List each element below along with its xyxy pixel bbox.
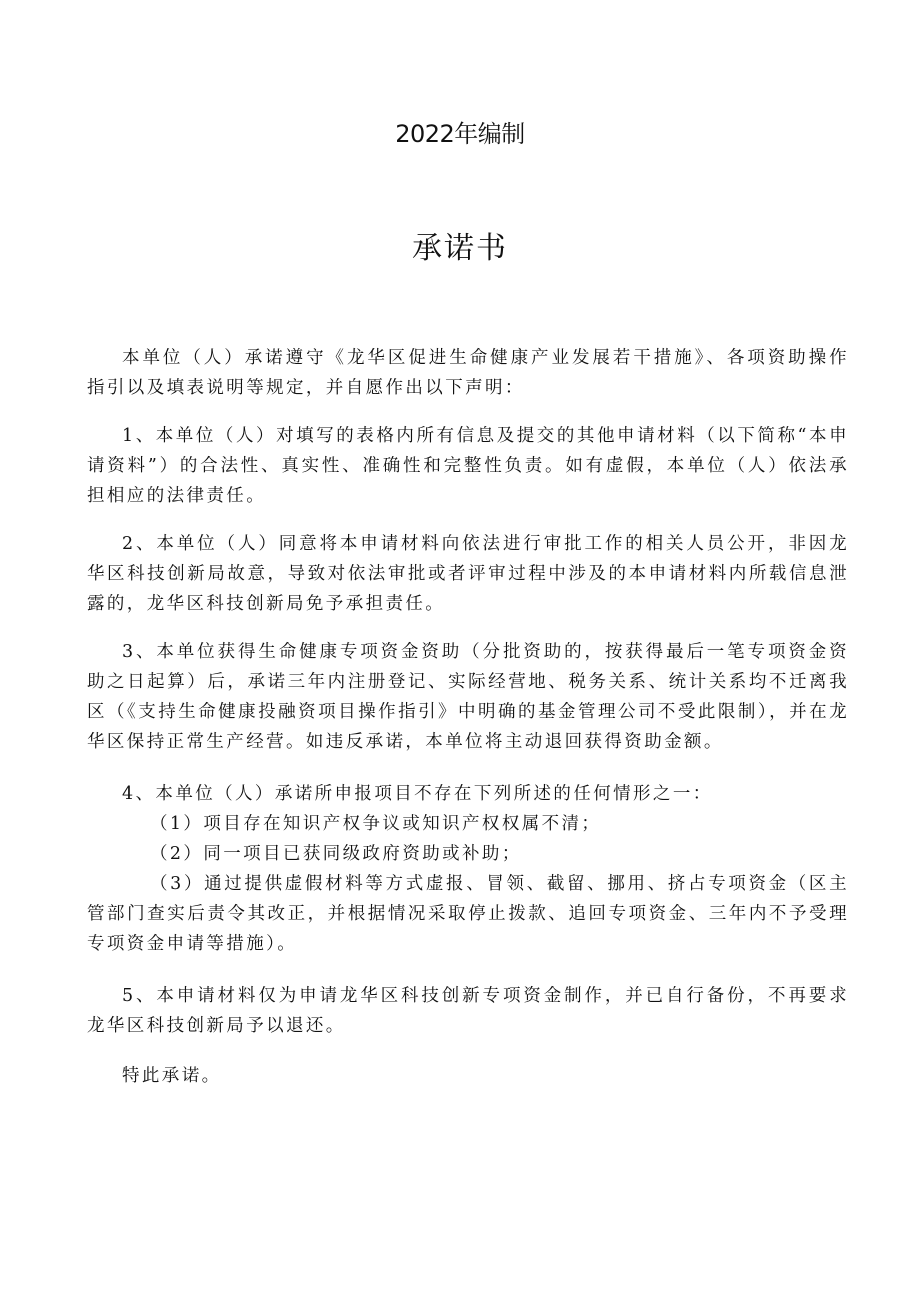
clause-3: 3、本单位获得生命健康专项资金资助（分批资助的，按获得最后一笔专项资金资助之日起算）后，承诺三年内注册登记、实际经营地、税务关系、统计关系均不迁离我区（《支持生命健康投融资项目操作指引》中明确的基金管理公司不受此限制），并在龙华区保持正常生产经营。如违反承诺，本单位将主动退回获得资助金额。 [87, 642, 849, 752]
intro-paragraph: 本单位（人）承诺遵守《龙华区促进生命健康产业发展若干措施》、各项资助操作指引以及填表说明等规定，并自愿作出以下声明： [87, 348, 849, 398]
clause-5: 5、本申请材料仅为申请龙华区科技创新专项资金制作，并已自行备份，不再要求龙华区科技创新局予以退还。 [87, 986, 849, 1036]
clause-4: 4、本单位（人）承诺所申报项目不存在下列所述的任何情形之一： [122, 784, 713, 804]
document-title: 承诺书 [412, 231, 508, 266]
closing-line: 特此承诺。 [122, 1066, 222, 1086]
compile-year-title: 2022年编制 [395, 120, 525, 148]
clause-2: 2、本单位（人）同意将本申请材料向依法进行审批工作的相关人员公开，非因龙华区科技创新局故意，导致对依法审批或者评审过程中涉及的本申请材料内所载信息泄露的，龙华区科技创新局免予承担责任。 [87, 534, 849, 614]
commitment-body [87, 343, 849, 1091]
sub-item-2: （2）同一项目已获同级政府资助或补助； [150, 844, 522, 864]
sub-item-3: （3）通过提供虚假材料等方式虚报、冒领、截留、挪用、挤占专项资金（区主管部门查实后责令其改正，并根据情况采取停止拨款、追回专项资金、三年内不予受理专项资金申请等措施）。 [87, 874, 849, 954]
clause-1: 1、本单位（人）对填写的表格内所有信息及提交的其他申请材料（以下简称“本申请资料”）的合法性、真实性、准确性和完整性负责。如有虚假，本单位（人）依法承担相应的法律责任。 [87, 426, 849, 506]
sub-item-1: （1）项目存在知识产权争议或知识产权权属不清； [150, 814, 602, 834]
